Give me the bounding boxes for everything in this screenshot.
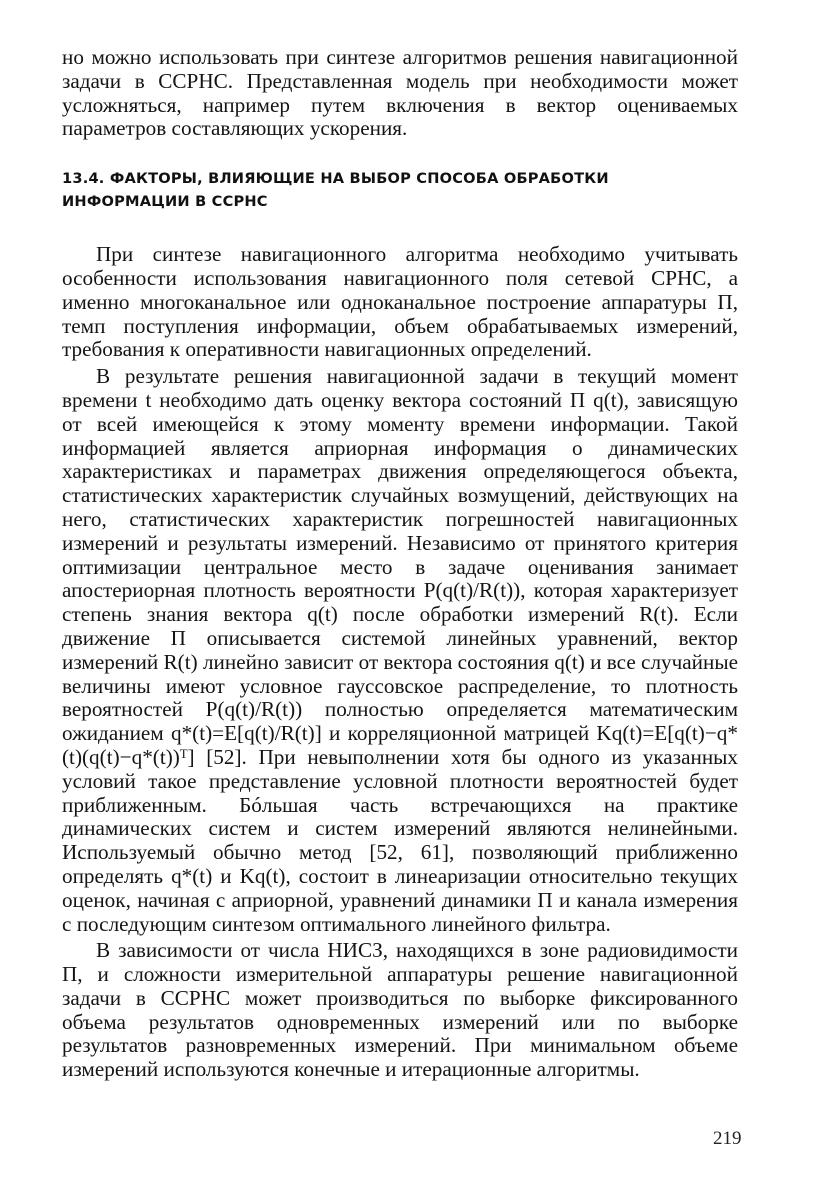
paragraph-2: В результате решения навигационной задачи в текущий момент времени t необходимо дать оценку вектора состояний П q(t), зависящую от всей имеющейся к этому моменту времени информации. Такой информацией является априорная информация о динамических характеристиках и параметрах движения определяющегося объекта, статистических характеристик случайных возмущений, действующих на него, статистических характеристик погрешностей навигационных измерений и результаты измерений. Независимо от принятого критерия оптимизации центральное место в задаче оценивания занимает апостериорная плотность вероятности P(q(t)/R(t)), которая характеризует степень знания вектора q(t) после обработки измерений R(t). Если движение П описывается системой линейных уравнений, вектор измерений R(t) линейно зависит от вектора состояния q(t) и все случайные величины имеют условное гауссовское распределение, то плотность вероятностей P(q(t)/R(t)) полностью определяется математическим ожиданием q*(t)=E[q(t)/R(t)] и корреляционной матрицей Kq(t)=E[q(t)−q*(t)(q(t)−q*(t))ᵀ] [52]. При невыполнении хотя бы одного из указанных условий такое представление условной плотности вероятностей будет приближенным. Бóльшая часть встречающихся на практике динамических систем и систем измерений являются нелинейными. Используемый обычно метод [52, 61], позволяющий приближенно определять q*(t) и Kq(t), состоит в линеаризации относительно текущих оценок, начиная с априорной, уравнений динамики П и канала измерения с последующим синтезом оптимального линейного фильтра. [62, 364, 738, 936]
section-heading-line-1: 13.4. ФАКТОРЫ, ВЛИЯЮЩИЕ НА ВЫБОР СПОСОБА ОБРАБОТКИ [62, 170, 609, 188]
paragraph-3: В зависимости от числа НИСЗ, находящихся в зоне радиовидимости П, и сложности измерительной аппаратуры решение навигационной задачи в ССРНС может производиться по выборке фиксированного объема результатов одновременных измерений или по выборке результатов разновременных измерений. При минимальном объеме измерений используются конечные и итерационные алгоритмы. [62, 938, 738, 1082]
paragraph-1: При синтезе навигационного алгоритма необходимо учитывать особенности использования навигационного поля сетевой СРНС, а именно многоканальное или одноканальное построение аппаратуры П, темп поступления информации, объем обрабатываемых измерений, требования к оперативности навигационных определений. [62, 242, 738, 362]
book-page [62, 46, 738, 1156]
intro-paragraph: но можно использовать при синтезе алгоритмов решения навигационной задачи в ССРНС. Представленная модель при необходимости может усложняться, например путем включения в вектор оцениваемых параметров составляющих ускорения. [62, 45, 738, 141]
section-heading-line-2: ИНФОРМАЦИИ В ССРНС [62, 193, 268, 211]
section-heading [62, 167, 738, 213]
page-number: 219 [713, 1128, 742, 1149]
